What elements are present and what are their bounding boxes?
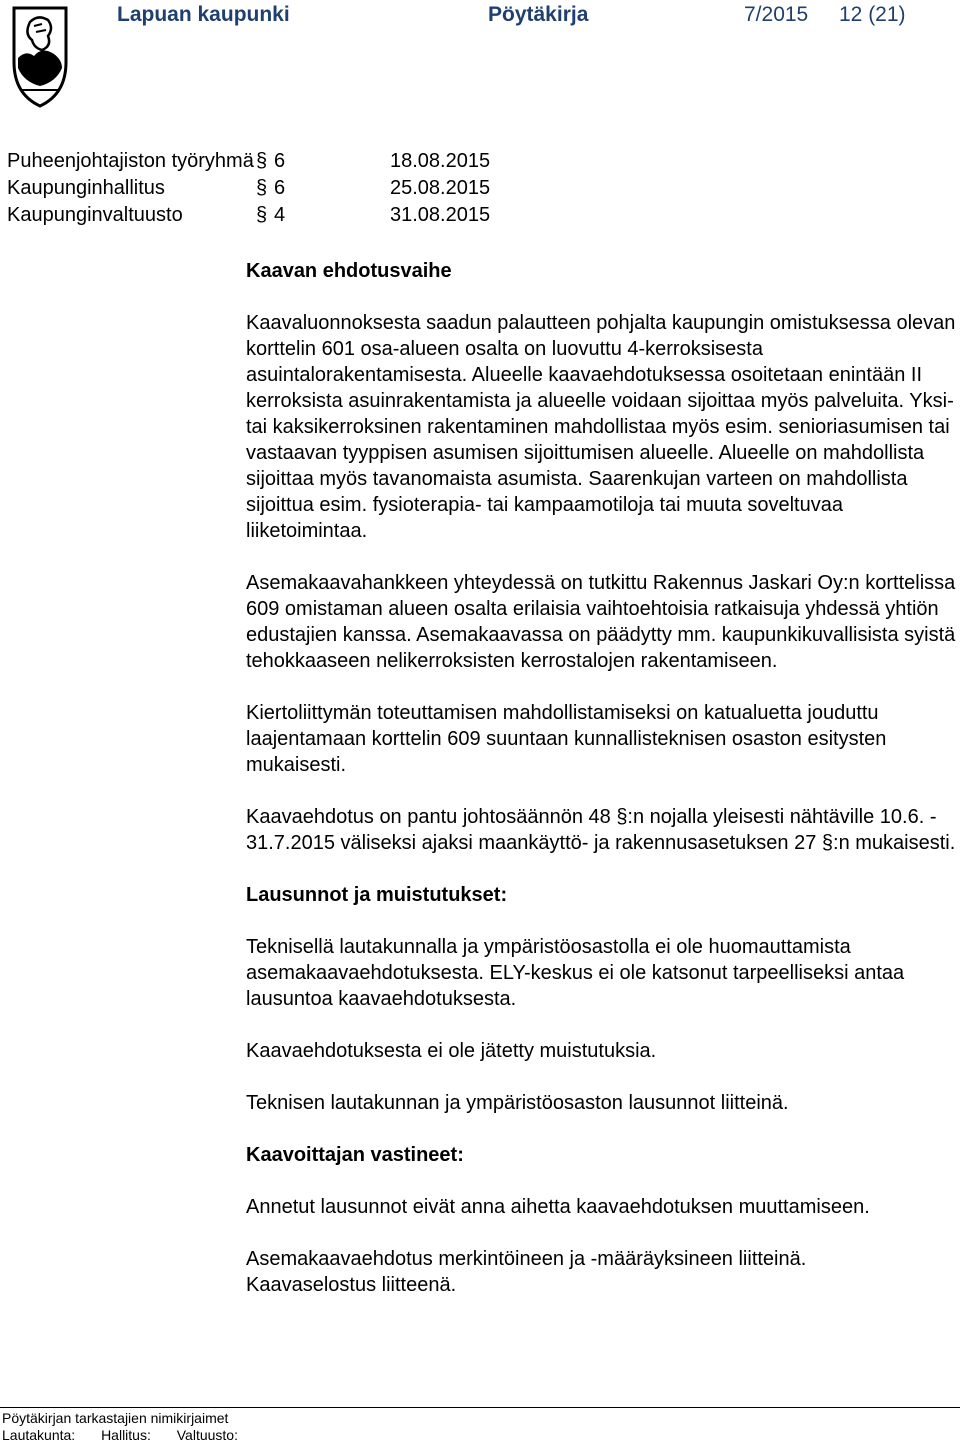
footer: [2, 1410, 260, 1444]
section-number: 6: [274, 177, 286, 199]
paragraph: Asemakaavaehdotus merkintöineen ja -määräyksineen liitteinä.: [246, 1248, 807, 1270]
meeting-date: 25.08.2015: [390, 177, 491, 199]
section-heading: Kaavan ehdotusvaihe: [246, 260, 452, 282]
meeting-date: 31.08.2015: [390, 204, 491, 226]
section-heading: Lausunnot ja muistutukset:: [246, 884, 508, 906]
header-org: Lapuan kaupunki: [117, 3, 290, 26]
section-number: 4: [274, 204, 286, 226]
paragraph: Kaavaselostus liitteenä.: [246, 1274, 457, 1296]
footer-lautakunta: Lautakunta:: [2, 1427, 76, 1443]
paragraph: Teknisen lautakunnan ja ympäristöosaston lausunnot liitteinä.: [246, 1092, 789, 1114]
paragraph: Kaavaehdotuksesta ei ole jätetty muistutuksia.: [246, 1040, 657, 1062]
header-doc-type: Pöytäkirja: [488, 3, 589, 26]
footer-hallitus: Hallitus:: [101, 1427, 151, 1443]
section-number: 6: [274, 150, 286, 172]
paragraph: Kaavaluonnoksesta saadun palautteen pohjalta kaupungin omistuksessa olevan korttelin 601 osa-alueen osalta on luovuttu 4-kerroksisesta asuintalorakentamisesta. Alueelle kaavaehdotuksessa osoitetaan enintään II kerroksista asuinrakentamista ja alueelle voidaan sijoittaa myös palveluita. Yksi- tai kaksikerroksinen rakentaminen mahdollistaa myös esim. senioriasumisen tai vastaavan tyyppisen asumisen sijoittumisen alueelle. Alueelle on mahdollista sijoittaa myös tavanomaista asumista. Saarenkujan varteen on mahdollista sijoittua esim. fysioterapia- tai kampaamotiloja tai muuta soveltuvaa liiketoimintaa.: [246, 312, 956, 542]
header-doc-number: 7/2015: [744, 3, 809, 26]
header-page-number: 12 (21): [839, 3, 906, 26]
document-body: [246, 258, 956, 1298]
paragraph: Annetut lausunnot eivät anna aihetta kaavaehdotuksen muuttamiseen.: [246, 1196, 870, 1218]
footer-signature-fields: [2, 1427, 260, 1444]
coat-of-arms-icon: [8, 2, 72, 112]
paragraph: Asemakaavahankkeen yhteydessä on tutkittu Rakennus Jaskari Oy:n korttelissa 609 omistaman alueen osalta erilaisia vaihtoehtoisia ratkaisuja yhdessä yhtiön edustajien kanssa. Asemakaavassa on päädytty mm. kaupunkikuvallisista syistä tehokkaaseen nelikerroksisten kerrostalojen rakentamiseen.: [246, 572, 956, 672]
section-heading: Kaavoittajan vastineet:: [246, 1144, 464, 1166]
paragraph: Teknisellä lautakunnalla ja ympäristöosastolla ei ole huomauttamista asemakaavaehdotuksesta. ELY-keskus ei ole katsonut tarpeelliseksi antaa lausuntoa kaavaehdotuksesta.: [246, 936, 905, 1010]
footer-title: Pöytäkirjan tarkastajien nimikirjaimet: [2, 1410, 229, 1426]
meeting-body: Kaupunginvaltuusto: [7, 204, 183, 226]
section-sign: §: [256, 177, 268, 199]
paragraph: Kiertoliittymän toteuttamisen mahdollistamiseksi on katualuetta jouduttu laajentamaan korttelin 609 suuntaan kunnallisteknisen osaston esitysten mukaisesti.: [246, 702, 887, 776]
section-sign: §: [256, 204, 268, 226]
meeting-body: Puheenjohtajiston työryhmä: [7, 150, 254, 172]
meeting-date: 18.08.2015: [390, 150, 491, 172]
footer-valtuusto: Valtuusto:: [176, 1427, 238, 1443]
meeting-body: Kaupunginhallitus: [7, 177, 165, 199]
section-sign: §: [256, 150, 268, 172]
paragraph: Kaavaehdotus on pantu johtosäännön 48 §:n nojalla yleisesti nähtäville 10.6. - 31.7.2015 väliseksi ajaksi maankäyttö- ja rakennusasetuksen 27 §:n mukaisesti.: [246, 806, 956, 854]
footer-divider: [0, 1407, 960, 1408]
